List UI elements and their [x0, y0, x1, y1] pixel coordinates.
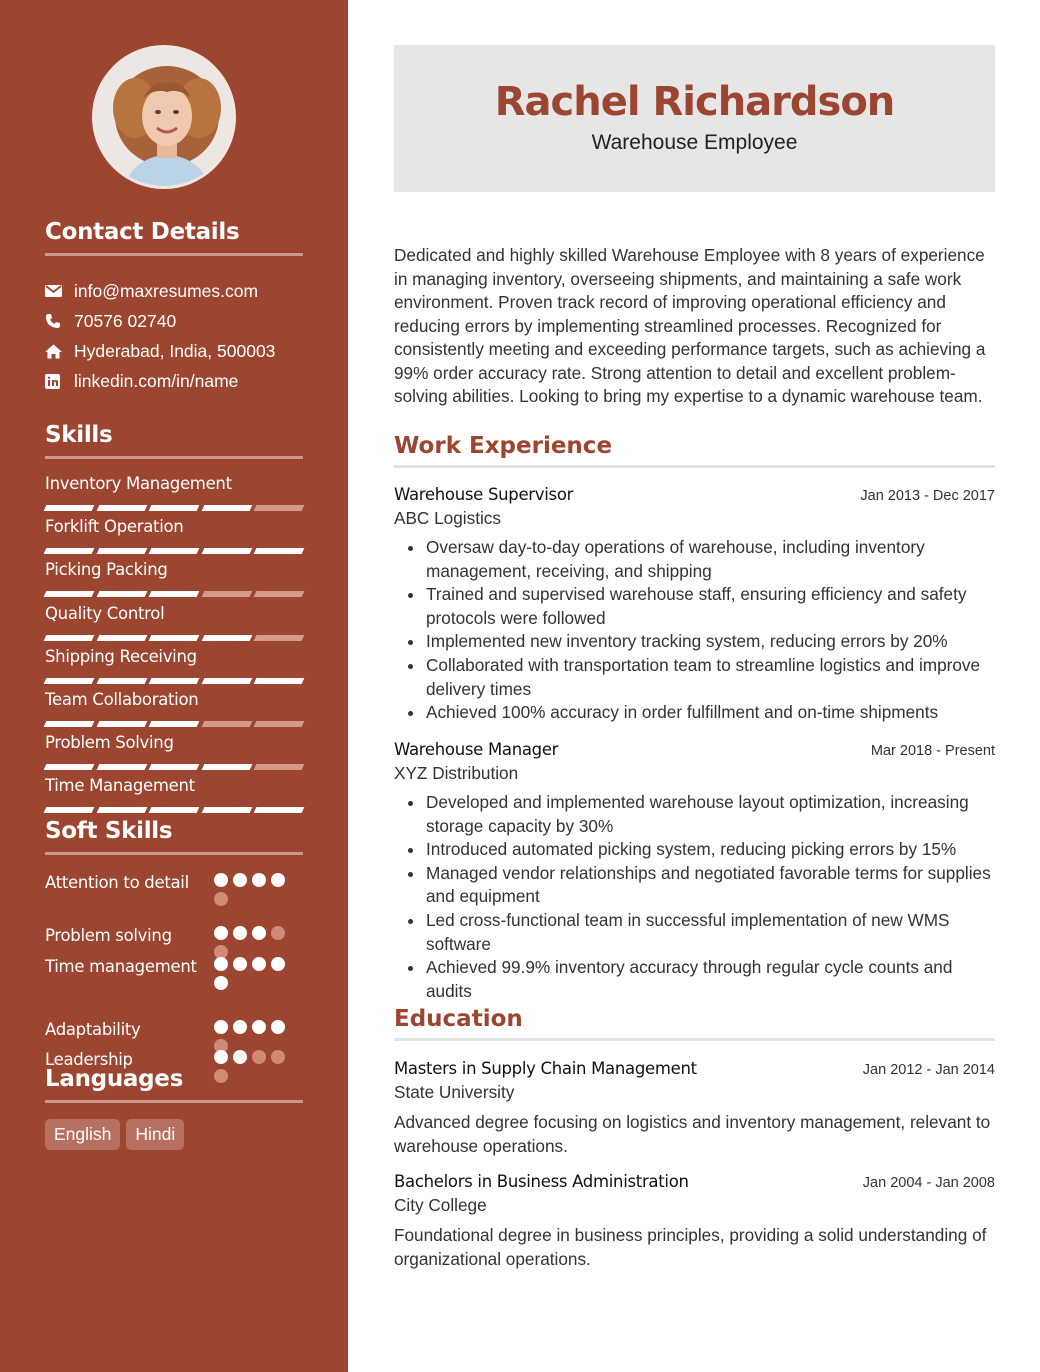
skill-level-segment: [149, 635, 199, 641]
bullet-item: Introduced automated picking system, reducing picking errors by 15%: [394, 838, 995, 862]
education-description: Advanced degree focusing on logistics and inventory management, relevant to warehouse operations.: [394, 1112, 991, 1156]
skills-section-title: Skills: [45, 422, 303, 459]
skill-level-segment: [44, 505, 94, 511]
soft-skills-list: [45, 871, 303, 1071]
skill-level-segment: [149, 548, 199, 554]
skills-list: [45, 474, 303, 820]
skill-level-segment: [96, 548, 146, 554]
skill-level-segment: [201, 505, 251, 511]
rating-dot: [233, 1050, 247, 1064]
bullet-item: Trained and supervised warehouse staff, ensuring efficiency and safety protocols were followed: [394, 583, 995, 630]
work-role: Warehouse Supervisor: [394, 485, 574, 504]
skill-level-segment: [149, 721, 199, 727]
rating-dot: [271, 1050, 285, 1064]
language-badge: English: [45, 1119, 120, 1150]
soft-skill-name: Adaptability: [45, 1020, 141, 1039]
skill-level-segment: [44, 678, 94, 684]
language-badge: Hindi: [126, 1119, 184, 1150]
skill-level-bar: [45, 505, 303, 511]
rating-dot: [271, 926, 285, 940]
work-entry: [394, 740, 995, 1003]
skill-level-segment: [149, 591, 199, 597]
bullet-item: Collaborated with transportation team to streamline logistics and improve delivery times: [394, 654, 995, 701]
contact-linkedin[interactable]: [45, 366, 305, 396]
skill-item: [45, 474, 303, 517]
rating-dot: [214, 1050, 228, 1064]
header: [394, 45, 995, 192]
skill-name: Shipping Receiving: [45, 646, 197, 666]
rating-dot: [214, 976, 228, 990]
education-section-title: Education: [394, 1006, 995, 1041]
rating-dot: [271, 1020, 285, 1034]
linkedin-icon: [45, 374, 74, 389]
rating-dot: [214, 1020, 228, 1034]
contact-phone[interactable]: [45, 306, 305, 336]
skill-level-segment: [254, 721, 304, 727]
work-bullets: [394, 536, 995, 725]
rating-dot: [252, 1020, 266, 1034]
bullet-item: Oversaw day-to-day operations of warehouse, including inventory management, receiving, and shipping: [394, 536, 995, 583]
bullet-item: Implemented new inventory tracking system, reducing errors by 20%: [394, 630, 995, 654]
skill-item: [45, 560, 303, 603]
rating-dot: [214, 873, 228, 887]
skill-level-bar: [45, 764, 303, 770]
skill-item: [45, 647, 303, 690]
rating-dot: [214, 892, 228, 906]
skill-level-segment: [201, 721, 251, 727]
rating-dot: [233, 873, 247, 887]
skill-level-segment: [44, 591, 94, 597]
education-school: State University: [394, 1082, 515, 1102]
soft-skills-section-title: Soft Skills: [45, 818, 303, 855]
languages-section-title: Languages: [45, 1066, 303, 1103]
education-degree: Masters in Supply Chain Management: [394, 1059, 697, 1078]
skill-level-bar: [45, 591, 303, 597]
skill-item: [45, 604, 303, 647]
skill-name: Inventory Management: [45, 474, 232, 493]
skill-level-segment: [96, 635, 146, 641]
skill-level-segment: [254, 678, 304, 684]
skill-level-segment: [201, 591, 251, 597]
work-company: XYZ Distribution: [394, 763, 519, 783]
skill-level-segment: [201, 678, 251, 684]
bullet-item: Developed and implemented warehouse layout optimization, increasing storage capacity by 30%: [394, 791, 995, 838]
skill-level-segment: [254, 807, 304, 813]
bullet-item: Achieved 100% accuracy in order fulfillment and on-time shipments: [394, 701, 995, 725]
skill-level-segment: [149, 505, 199, 511]
candidate-name: Rachel Richardson: [494, 79, 895, 125]
skill-name: Problem Solving: [45, 733, 174, 753]
bullet-item: Managed vendor relationships and negotiated favorable terms for supplies and equipment: [394, 862, 995, 909]
languages-list: [45, 1119, 184, 1150]
work-dates: Jan 2013 - Dec 2017: [860, 488, 995, 504]
rating-dot: [252, 957, 266, 971]
skill-item: [45, 517, 303, 560]
contact-email[interactable]: [45, 276, 305, 306]
avatar-photo-illustration: [95, 48, 236, 189]
skill-level-segment: [96, 807, 146, 813]
skill-name: Quality Control: [45, 603, 165, 623]
skill-level-segment: [254, 764, 304, 770]
rating-dot: [233, 957, 247, 971]
skill-level-segment: [254, 635, 304, 641]
skill-level-segment: [44, 635, 94, 641]
education-degree: Bachelors in Business Administration: [394, 1172, 689, 1191]
skill-item: [45, 776, 303, 819]
contact-list: [45, 276, 305, 396]
phone-icon: [45, 313, 74, 329]
rating-dot: [271, 957, 285, 971]
skill-level-bar: [45, 807, 303, 813]
education-entry: [394, 1059, 995, 1158]
work-role: Warehouse Manager: [394, 740, 559, 759]
skill-level-segment: [44, 807, 94, 813]
skill-level-segment: [44, 721, 94, 727]
summary-paragraph: Dedicated and highly skilled Warehouse Employee with 8 years of experience in managing inventory, overseeing shipments, and maintaining a safe work environment. Proven track record of improving operational efficiency and reducing errors by implementing streamlined processes. Recognized for consistently meeting and exceeding performance targets, such as achieving a 99% order accuracy rate. Strong attention to detail and excellent problem-solving abilities. Looking to bring my expertise to a dynamic warehouse team.: [394, 245, 986, 406]
skill-level-segment: [201, 548, 251, 554]
soft-skill-rating: [214, 873, 290, 906]
education-dates: Jan 2004 - Jan 2008: [862, 1175, 995, 1191]
contact-section-title: Contact Details: [45, 219, 303, 256]
contact-address: [45, 336, 305, 366]
skill-level-bar: [45, 678, 303, 684]
contact-address-text: Hyderabad, India, 500003: [74, 340, 276, 361]
skill-level-segment: [96, 721, 146, 727]
soft-skill-item: [45, 1018, 303, 1041]
contact-phone-text: 70576 02740: [74, 310, 177, 331]
skill-level-segment: [201, 764, 251, 770]
skill-level-segment: [254, 548, 304, 554]
bullet-item: Achieved 99.9% inventory accuracy through regular cycle counts and audits: [394, 956, 995, 1003]
skill-name: Picking Packing: [45, 560, 168, 580]
skill-name: Forklift Operation: [45, 517, 184, 537]
skill-level-segment: [201, 635, 251, 641]
soft-skill-name: Time management: [45, 957, 197, 976]
envelope-icon: [45, 284, 74, 298]
home-icon: [45, 344, 74, 359]
rating-dot: [252, 873, 266, 887]
skill-level-segment: [44, 764, 94, 770]
education-dates: Jan 2012 - Jan 2014: [862, 1062, 995, 1078]
skill-name: Time Management: [45, 776, 195, 796]
education-entry: [394, 1172, 995, 1271]
skill-level-segment: [96, 764, 146, 770]
bullet-item: Led cross-functional team in successful implementation of new WMS software: [394, 909, 995, 956]
skill-item: [45, 690, 303, 733]
skill-name: Team Collaboration: [45, 689, 199, 709]
soft-skill-rating: [214, 957, 290, 990]
rating-dot: [271, 873, 285, 887]
rating-dot: [233, 926, 247, 940]
skill-level-segment: [96, 591, 146, 597]
skill-level-segment: [149, 807, 199, 813]
rating-dot: [252, 926, 266, 940]
avatar: [92, 45, 236, 189]
work-entry: [394, 485, 995, 725]
skill-level-segment: [149, 678, 199, 684]
skill-level-segment: [44, 548, 94, 554]
skill-item: [45, 733, 303, 776]
work-company: ABC Logistics: [394, 508, 501, 528]
skill-level-segment: [254, 591, 304, 597]
education-description: Foundational degree in business principles, providing a solid understanding of organizational operations.: [394, 1225, 987, 1269]
soft-skill-item: [45, 924, 303, 947]
skill-level-bar: [45, 721, 303, 727]
soft-skill-name: Attention to detail: [45, 873, 189, 892]
soft-skill-item: [45, 955, 303, 978]
skill-level-segment: [201, 807, 251, 813]
candidate-title: Warehouse Employee: [591, 131, 798, 154]
work-experience-section-title: Work Experience: [394, 433, 995, 468]
sidebar: [0, 0, 348, 1372]
skill-level-segment: [254, 505, 304, 511]
skill-level-segment: [149, 764, 199, 770]
work-bullets: [394, 791, 995, 1003]
soft-skill-name: Leadership: [45, 1050, 133, 1069]
skill-level-bar: [45, 548, 303, 554]
education-school: City College: [394, 1195, 487, 1215]
rating-dot: [214, 957, 228, 971]
skill-level-segment: [96, 678, 146, 684]
rating-dot: [214, 926, 228, 940]
rating-dot: [252, 1050, 266, 1064]
contact-email-text: info@maxresumes.com: [74, 280, 259, 301]
work-dates: Mar 2018 - Present: [870, 743, 995, 759]
soft-skill-name: Problem solving: [45, 926, 172, 945]
contact-linkedin-text: linkedin.com/in/name: [74, 370, 239, 391]
skill-level-bar: [45, 635, 303, 641]
rating-dot: [233, 1020, 247, 1034]
skill-level-segment: [96, 505, 146, 511]
soft-skill-item: [45, 871, 303, 894]
